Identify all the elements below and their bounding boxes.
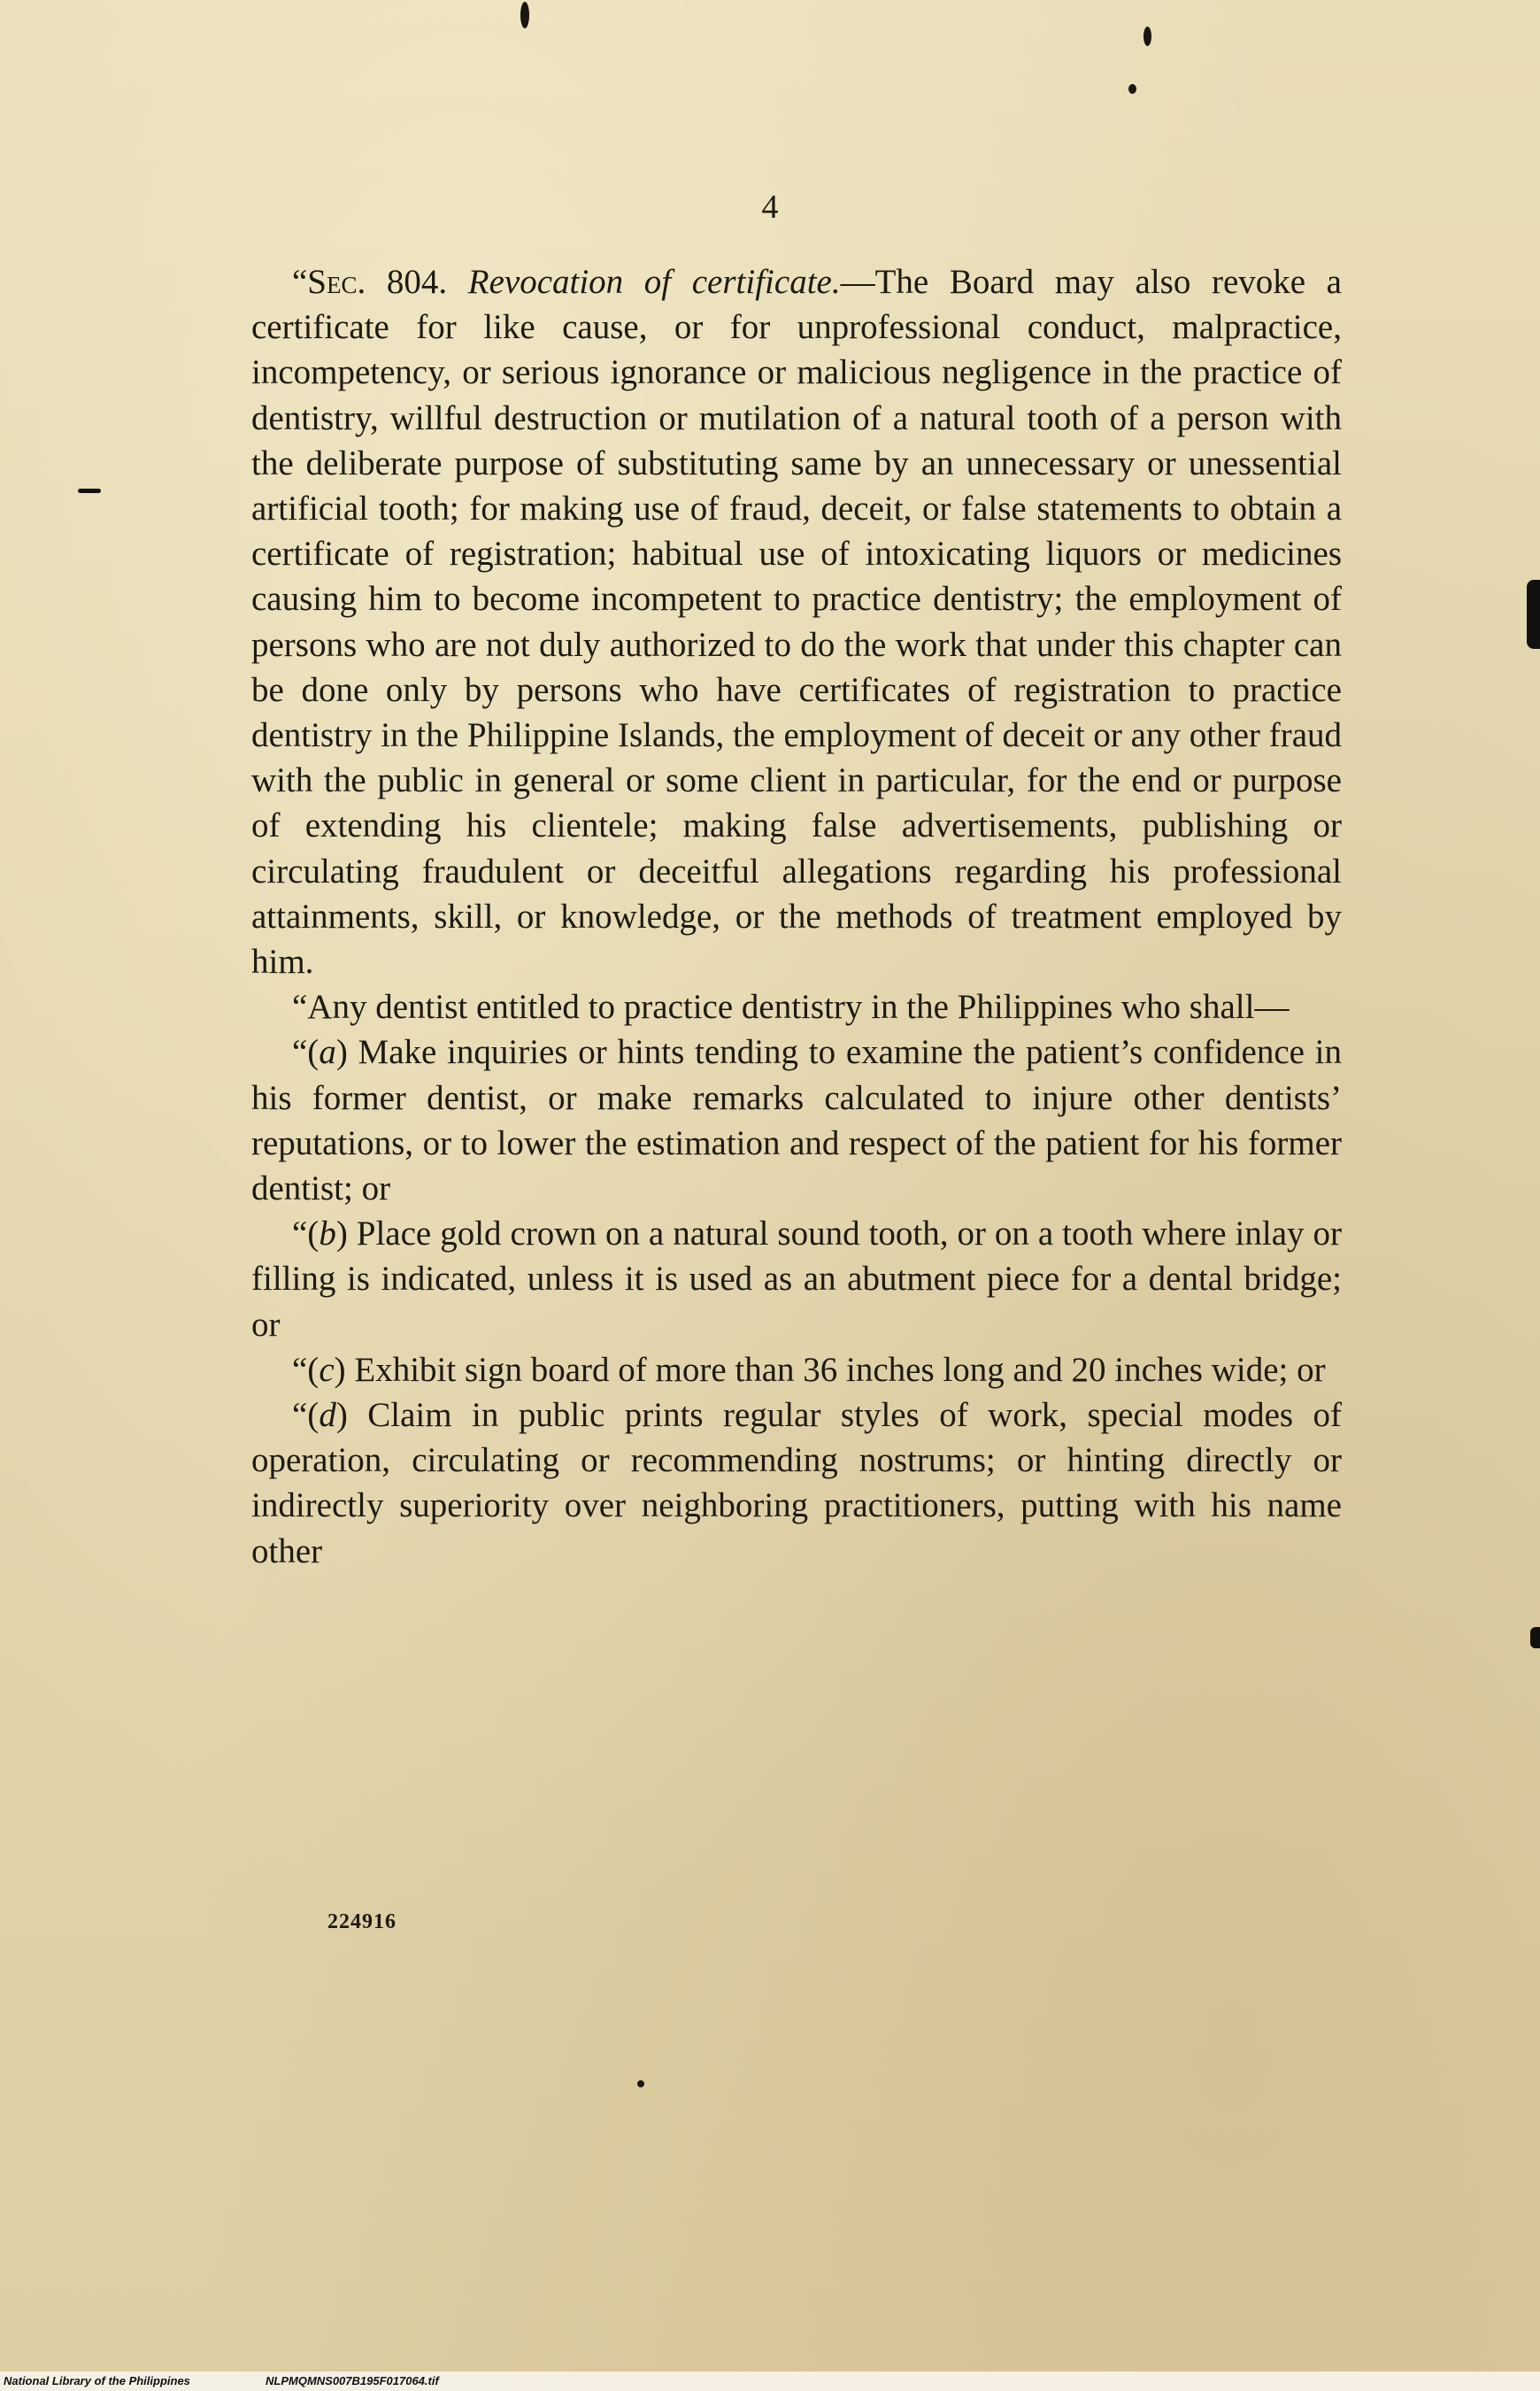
clause-close: ) [335, 1033, 348, 1072]
scan-file-label: NLPMQMNS007B195F017064.tif [266, 2374, 439, 2387]
scan-footer [0, 2372, 1540, 2391]
clause-letter: a [319, 1033, 336, 1072]
dentist-clause-intro: “Any dentist entitled to practice dentistry in the Philippines who shall— [292, 988, 1290, 1027]
scan-edge-mark [1530, 1627, 1540, 1648]
clause-letter: b [319, 1215, 336, 1253]
scan-mark [78, 489, 101, 493]
section-number: 804. [366, 263, 468, 301]
ink-dot [637, 2080, 644, 2087]
clause-close: ) [335, 1215, 348, 1253]
page-number: 4 [761, 189, 779, 226]
section-804-paragraph [251, 259, 1342, 984]
body-text [251, 259, 1342, 1574]
printer-code: 224916 [327, 1910, 397, 1933]
clause-text: Place gold crown on a natural sound tooth, or on a tooth where inlay or filling is indicated, unless it is used as an abutment piece for a dental bridge; or [251, 1215, 1342, 1344]
clause-open: “( [292, 1033, 320, 1072]
clause-b [251, 1211, 1342, 1347]
clause-letter: d [319, 1396, 336, 1435]
clause-d [251, 1392, 1342, 1574]
ink-blot [520, 2, 529, 28]
clause-text: Claim in public prints regular styles of work, special modes of operation, circulating or recommending nostrums; or hinting directly or indirectly superiority over neighboring practitioners, putting with his name other [251, 1396, 1342, 1570]
clause-close: ) [334, 1350, 346, 1389]
scan-library-label: National Library of the Philippines [4, 2374, 190, 2387]
ink-blot [1143, 27, 1151, 46]
clause-c [251, 1347, 1342, 1392]
clause-letter: c [319, 1350, 335, 1389]
clause-text: Exhibit sign board of more than 36 inches long and 20 inches wide; or [345, 1350, 1326, 1389]
scan-edge-mark [1527, 580, 1540, 649]
ink-blot [1128, 84, 1136, 94]
clause-open: “( [292, 1215, 320, 1253]
clause-open: “( [292, 1350, 320, 1389]
clause-close: ) [335, 1396, 348, 1435]
section-body: —The Board may also revoke a certificate for like cause, or for unprofessional conduct, malpractice, incompetency, or serious ignorance or malicious negligence in the practice of dentistry, willful destruction or mutilation of a natural tooth of a person with the deliberate purpose of substituting same by an unnecessary or unessential artificial tooth; for making use of fraud, deceit, or false statements to obtain a certificate of registration; habitual use of intoxicating liquors or medicines causing him to become incompetent to practice dentistry; the employment of persons who are not duly authorized to do the work that under this chapter can be done only by persons who have certificates of registration to practice dentistry in the Philippine Islands, the employment of deceit or any other fraud with the public in general or some client in particular, for the end or purpose of extending his clientele; making false advertisements, publishing or circulating fraudulent or deceitful allegations regarding his professional attainments, skill, or knowledge, or the methods of treatment employed by him. [251, 263, 1342, 982]
section-abbrev: “Sec. [292, 263, 366, 301]
clause-text: Make inquiries or hints tending to examine the patient’s confidence in his former dentist, or make remarks calculated to injure other dentists’ reputations, or to lower the estimation and respect of the patient for his former dentist; or [251, 1033, 1342, 1208]
clause-a [251, 1030, 1342, 1211]
clause-open: “( [292, 1396, 320, 1435]
section-title: Revocation of certificate. [467, 263, 841, 301]
